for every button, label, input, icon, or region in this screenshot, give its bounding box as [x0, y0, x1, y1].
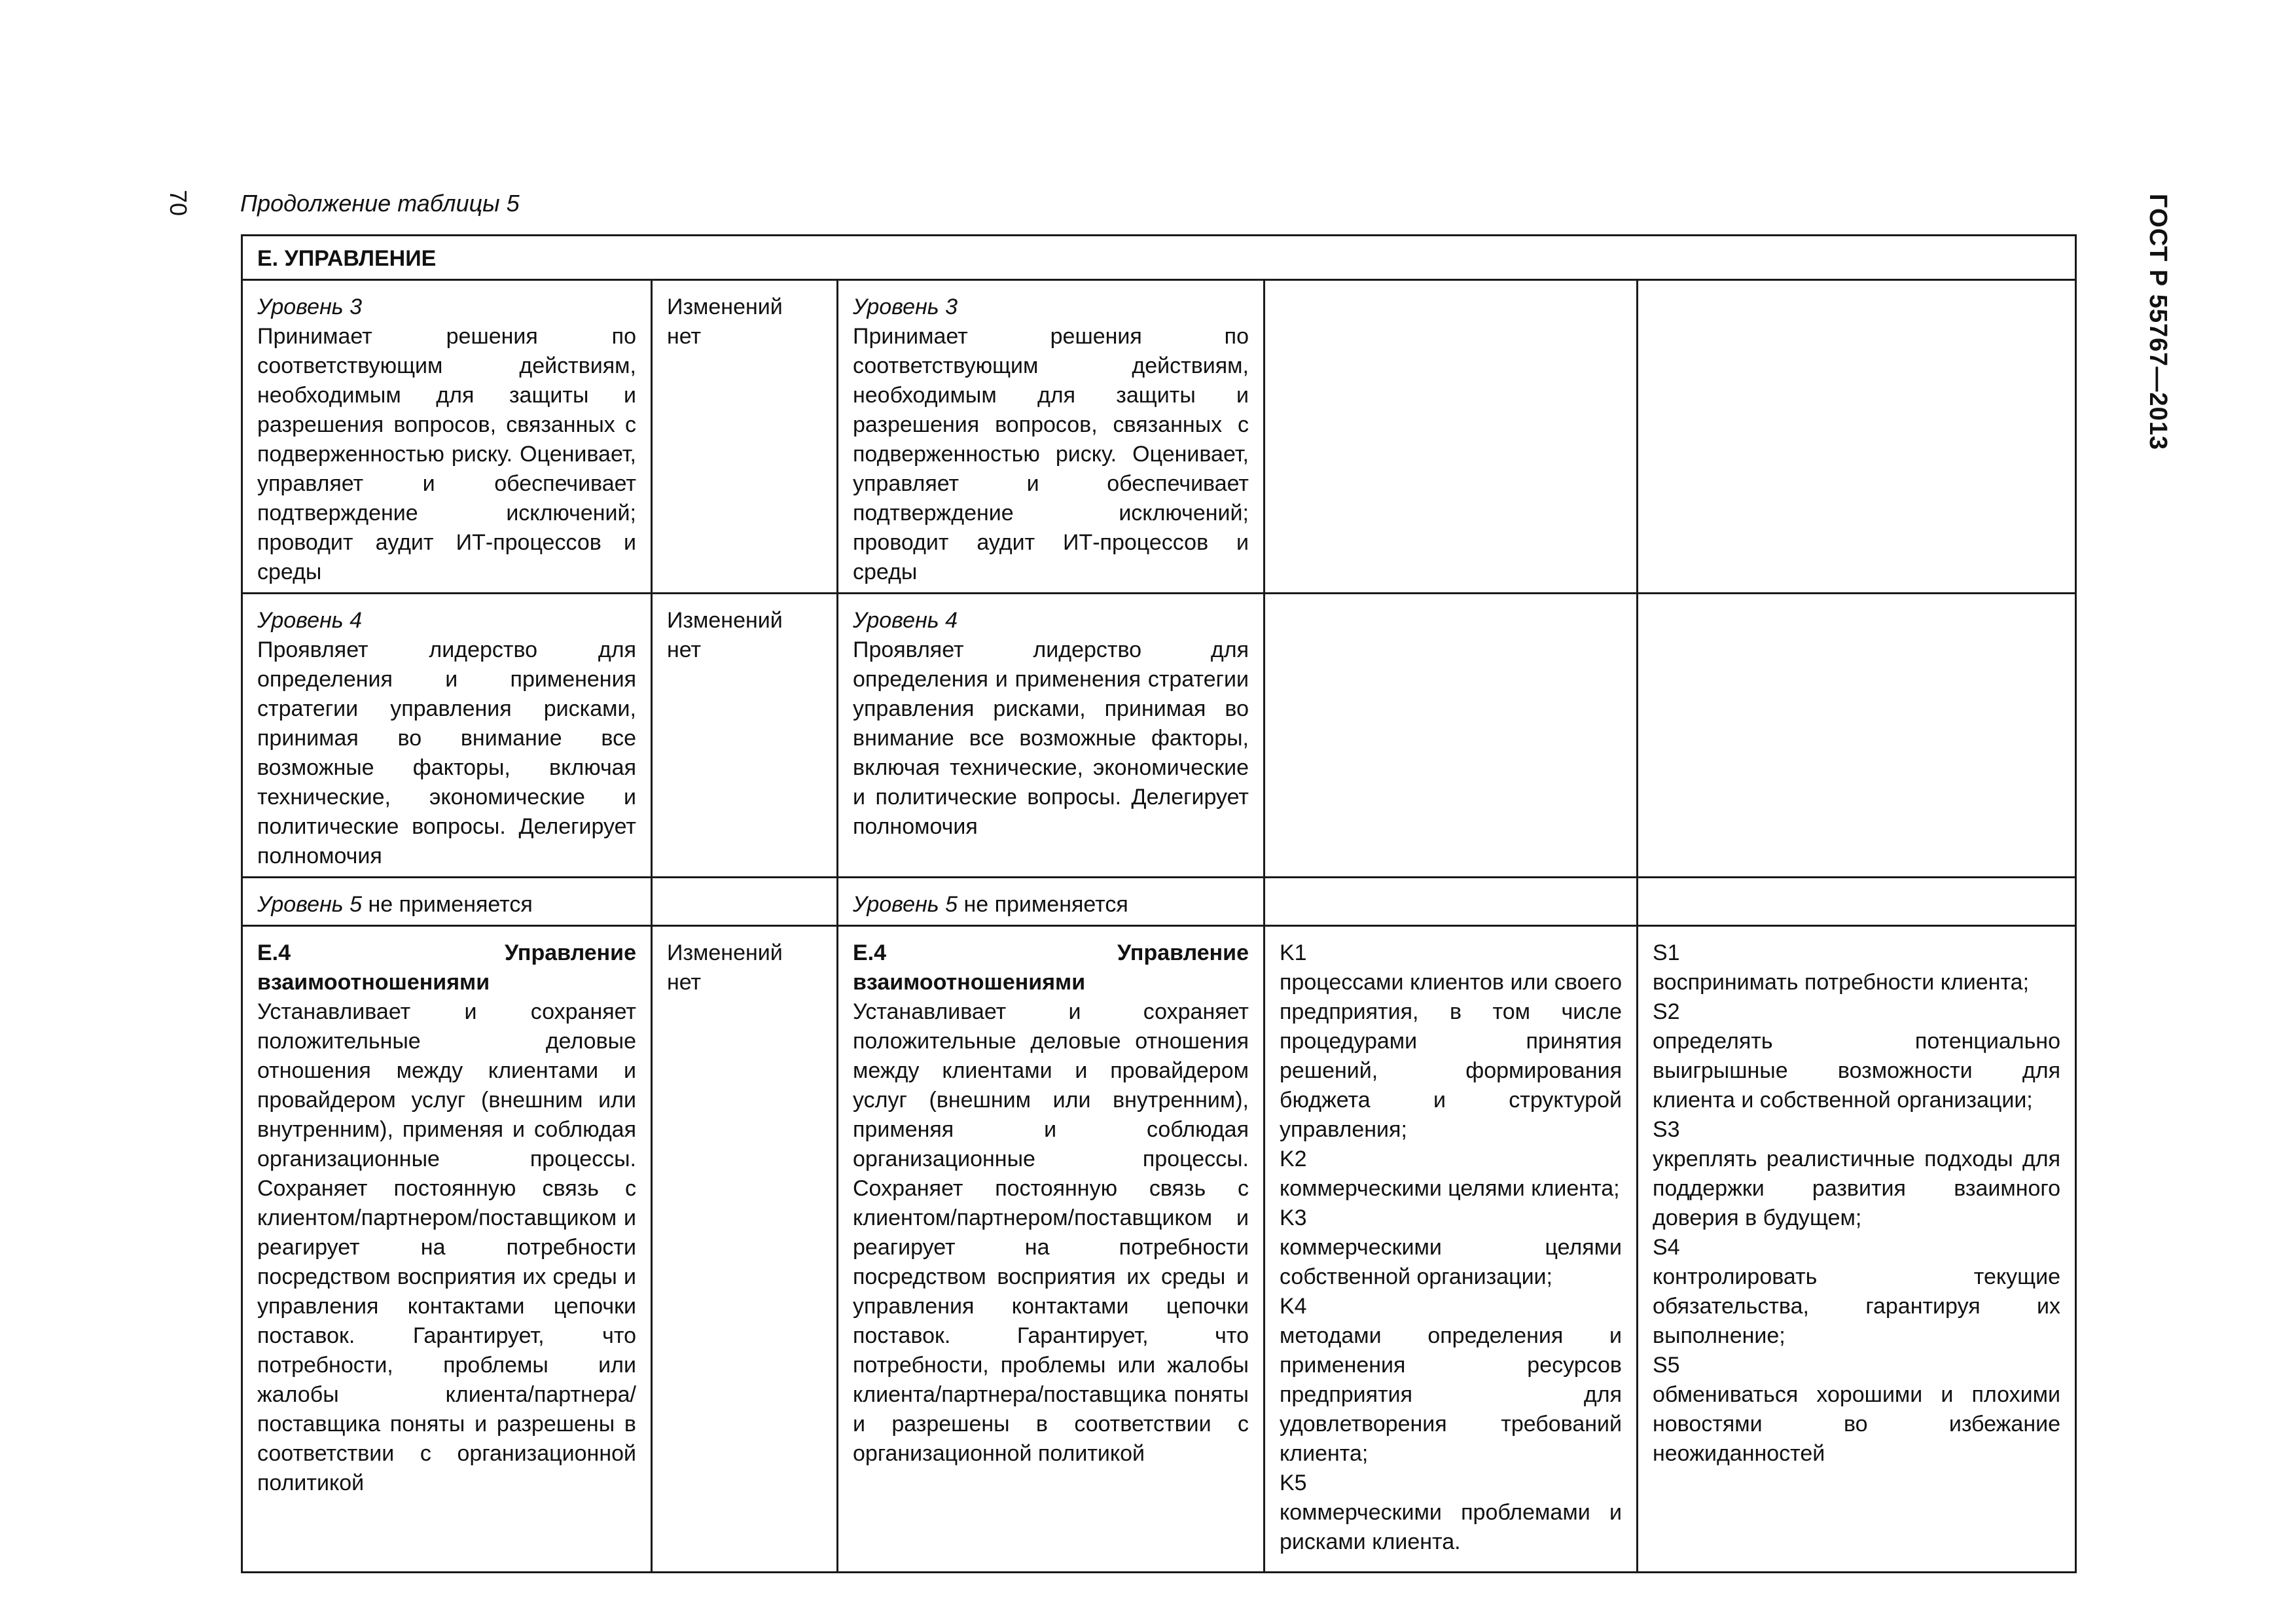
skill-text: контролировать текущие обязательства, гарантируя их выполнение; [1653, 1264, 2060, 1348]
cell-level-3-skills [1638, 280, 2076, 594]
level-description: Проявляет лидерство для определения и применения стратегии управления рисками, принимая во внимание все возможные факторы, включая технические, экономические и политические вопросы. Делегирует полномочия [257, 637, 636, 868]
cell-level-3-knowledge [1265, 280, 1638, 594]
knowledge-text: коммерческими проблемами и рисками клиента. [1280, 1500, 1622, 1554]
table-row-level-4 [242, 594, 2076, 878]
cell-level-3-left [242, 280, 652, 594]
change-note: Изменений нет [667, 940, 783, 995]
cell-level-4-left [242, 594, 652, 878]
cell-level-4-change [652, 594, 838, 878]
competence-title: E.4 Управление взаимоотношениями [257, 940, 636, 995]
table-row-level-5 [242, 878, 2076, 926]
page-number: 70 [165, 190, 192, 217]
knowledge-code: K2 [1280, 1147, 1307, 1171]
knowledge-text: методами определения и применения ресурсов предприятия для удовлетворения требований клиента; [1280, 1323, 1622, 1466]
level-label: Уровень 3 [853, 294, 958, 319]
skill-text: обмениваться хорошими и плохими новостями во избежание неожиданностей [1653, 1382, 2060, 1466]
skill-text: воспринимать потребности клиента; [1653, 970, 2030, 995]
level-description: Принимает решения по соответствующим действиям, необходимым для защиты и разрешения вопросов, связанных с подверженностью риску. Оценивает, управляет и обеспечивает подтверждение исключений; проводит аудит ИТ-процессов и среды [257, 324, 636, 584]
level-description: Проявляет лидерство для определения и применения стратегии управления рисками, принимая во внимание все возможные факторы, включая технические, экономические и политические вопросы. Делегирует полномочия [853, 637, 1249, 839]
table-section-header-row [242, 236, 2076, 280]
knowledge-text: коммерческими целями собственной организации; [1280, 1235, 1622, 1289]
table-row-level-3 [242, 280, 2076, 594]
cell-level-4-skills [1638, 594, 2076, 878]
skill-code: S3 [1653, 1117, 1680, 1142]
cell-level-5-skills [1638, 878, 2076, 926]
knowledge-code: K1 [1280, 940, 1307, 965]
skill-code: S4 [1653, 1235, 1680, 1260]
cell-e4-left [242, 926, 652, 1573]
change-note: Изменений нет [667, 294, 783, 349]
cell-e4-right [838, 926, 1265, 1573]
knowledge-text: процессами клиентов или своего предприятия, в том числе процедурами принятия решений, формирования бюджета и структурой управления; [1280, 970, 1622, 1142]
skill-code: S2 [1653, 999, 1680, 1024]
skill-code: S5 [1653, 1353, 1680, 1378]
cell-level-4-right [838, 594, 1265, 878]
cell-level-5-left [242, 878, 652, 926]
table-row-e4 [242, 926, 2076, 1573]
cell-e4-skills [1638, 926, 2076, 1573]
skill-text: определять потенциально выигрышные возможности для клиента и собственной организации; [1653, 1029, 2060, 1113]
competence-table [241, 234, 2077, 1573]
level-label: Уровень 4 [853, 608, 958, 633]
level-label: Уровень 5 [853, 892, 958, 917]
cell-level-3-right [838, 280, 1265, 594]
knowledge-code: K5 [1280, 1471, 1307, 1495]
cell-e4-knowledge [1265, 926, 1638, 1573]
level-label: Уровень 3 [257, 294, 363, 319]
knowledge-code: K4 [1280, 1294, 1307, 1319]
cell-level-3-change [652, 280, 838, 594]
cell-level-5-knowledge [1265, 878, 1638, 926]
level-label: Уровень 5 [257, 892, 363, 917]
cell-e4-change [652, 926, 838, 1573]
knowledge-text: коммерческими целями клиента; [1280, 1176, 1620, 1201]
cell-level-5-change [652, 878, 838, 926]
cell-level-5-right [838, 878, 1265, 926]
standard-id: ГОСТ Р 55767—2013 [2144, 194, 2172, 450]
section-title: E. УПРАВЛЕНИЕ [242, 236, 2076, 280]
level-description: не применяется [362, 892, 533, 917]
level-description: Принимает решения по соответствующим действиям, необходимым для защиты и разрешения вопросов, связанных с подверженностью риску. Оценивает, управляет и обеспечивает подтверждение исключений; проводит аудит ИТ-процессов и среды [853, 324, 1249, 584]
table-continuation-label: Продолжение таблицы 5 [240, 190, 520, 217]
change-note: Изменений нет [667, 608, 783, 662]
competence-title: E.4 Управление взаимоотношениями [853, 940, 1249, 995]
cell-level-4-knowledge [1265, 594, 1638, 878]
competence-description: Устанавливает и сохраняет положительные деловые отношения между клиентами и провайдером услуг (внешним или внутренним), применяя и соблюдая организационные процессы. Сохраняет постоянную связь с клиентом/партнером/поставщиком и реагирует на потребности посредством восприятия их среды и управления контактами цепочки поставок. Гарантирует, что потребности, проблемы или жалобы клиента/партнера/поставщика поняты и разрешены в соответствии с организационной политикой [853, 999, 1249, 1466]
level-label: Уровень 4 [257, 608, 363, 633]
competence-description: Устанавливает и сохраняет положительные деловые отношения между клиентами и провайдером услуг (внешним или внутренним), применяя и соблюдая организационные процессы. Сохраняет постоянную связь с клиентом/партнером/поставщиком и реагирует на потребности посредством восприятия их среды и управления контактами цепочки поставок. Гарантирует, что потребности, проблемы или жалобы клиента/партнера/поставщика поняты и разрешены в соответствии с организационной политикой [257, 999, 636, 1495]
level-description: не применяется [958, 892, 1128, 917]
skill-code: S1 [1653, 940, 1680, 965]
skill-text: укреплять реалистичные подходы для поддержки развития взаимного доверия в будущем; [1653, 1147, 2060, 1230]
knowledge-code: K3 [1280, 1205, 1307, 1230]
